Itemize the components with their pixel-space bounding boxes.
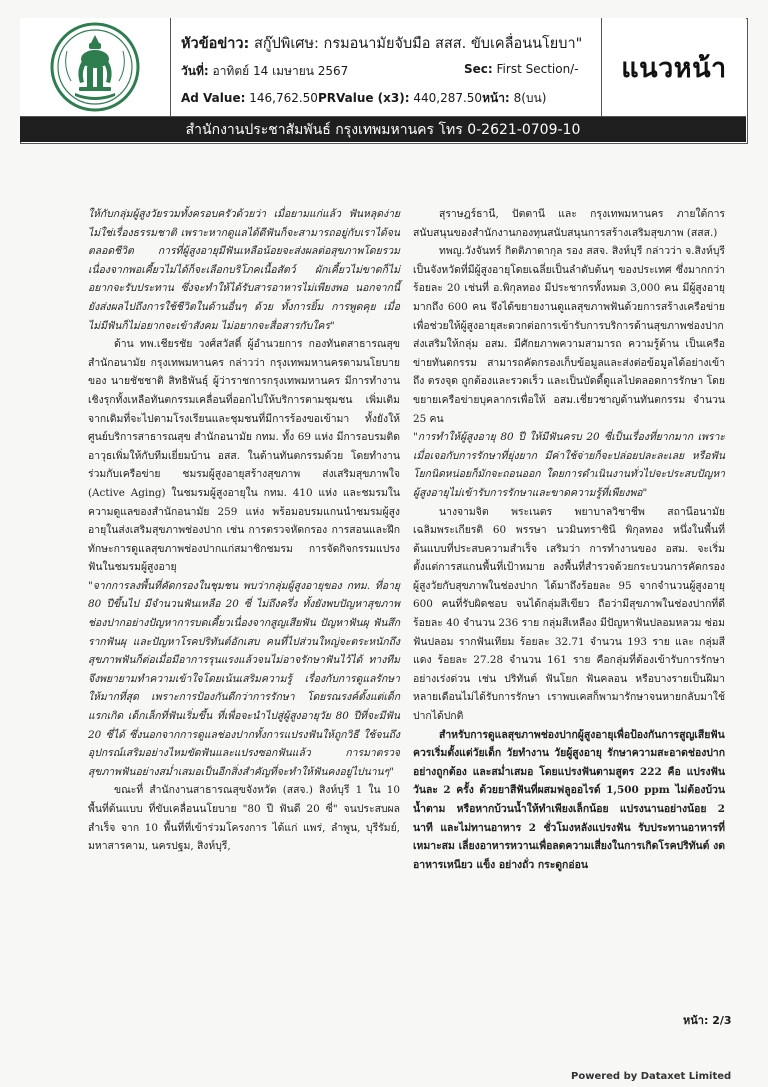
page-number-value: 2/3 xyxy=(712,1014,732,1027)
header-meta xyxy=(171,18,602,117)
article-paragraph: ให้กับกลุ่มผู้สูงวัยรวมทั้งครอบครัวด้วยว่า เมื่อยามแก่แล้ว ฟันหลุดง่ายไม่ใช่เรื่องธรรมชาติ เพราะหากดูแลได้ดีฟันก็จะสามารถอยู่กับเราได้จนตลอดชีวิต การที่ผู้สูงอายุมีฟันเหลือน้อยจะส่งผลต่อสุขภาพโดยรวม เนื่องจากพอเคี้ยวไม่ได้ก็จะเลือกบริโภคเนื้อสัตว์ ผักเคี้ยวไม่ขาดก็ไม่อยากจะรับประทาน ซึ่งจะทำให้ได้รับสารอาหารไม่เพียงพอ นอกจากนี้ยังส่งผลไปถึงการใช้ชีวิตในด้านอื่นๆ ด้วย ทั้งการยิ้ม การพูดคุย เมื่อไม่มีฟันก็ไม่อยากจะเข้าสังคม ไม่อยากจะสื่อสารกับใคร" xyxy=(88,208,400,332)
office-band xyxy=(20,117,746,142)
article-column-left xyxy=(88,205,400,856)
office-contact: สำนักงานประชาสัมพันธ์ กรุงเทพมหานคร โทร 0-2621-0709-10 xyxy=(185,121,581,138)
value-row xyxy=(181,89,546,108)
article-paragraph: "การทำให้ผู้สูงอายุ 80 ปี ให้มีฟันครบ 20 ซี่เป็นเรื่องที่ยากมาก เพราะเมื่อเจอกับการรักษาที่ยุ่งยาก มีค่าใช้จ่ายก็จะปล่อยปละละเลย หรือฟันโยกนิดหน่อยก็มักจะถอนออก ใดยการดำเนินงานทั่วไปจะประสบปัญหาผู้สูงอายุไม่เข้ารับการรักษาและขาดความรู้ที่เพียงพอ" xyxy=(413,431,725,499)
page-value: 8(บน) xyxy=(513,91,547,105)
page-number-label: หน้า: xyxy=(683,1014,709,1027)
page-number xyxy=(683,1011,732,1029)
article-paragraph: สุราษฎร์ธานี, ปัตตานี และ กรุงเทพมหานคร ภายใต้การสนับสนุนของสำนักงานกองทุนสนับสนุนการสร้างเสริมสุขภาพ (สสส.) xyxy=(413,208,725,239)
publication-name: แนวหน้า xyxy=(621,52,727,84)
article-column-right xyxy=(413,205,725,874)
article-paragraph: "จากการลงพื้นที่คัดกรองในชุมชน พบว่ากลุ่มผู้สูงอายุของ กทม. ที่อายุ 80 ปีขึ้นไป มีจำนวนฟันเหลือ 20 ซี่ ไม่ถึงครึ่ง ทั้งยังพบปัญหาสุขภาพช่องปากอย่างปัญหาการบดเคี้ยวเนื่องจากสูญเสียฟัน ปัญหาฟันผุ ฟันสึก รากฟันผุ และปัญหาโรคปริทันต์อักเสบ คนที่ไปส่วนใหญ่จะตระหนักถึงสุขภาพฟันก็ต่อเมื่อมีอาการรุนแรงแล้วจนไม่อาจรักษาฟันไว้ได้ ทางทีมจึงพยายามทำความเข้าใจโดยเน้นเสริมความรู้ เรื่องกับการดูแลรักษาให้มากที่สุด เพราะการป้องกันดีกว่าการรักษา โดยรณรงค์ตั้งแต่เด็กแรกเกิด เด็กเล็กที่ฟันเริ่มขึ้น ที่เพื่อจะนำไปสู่ผู้สูงอายุวัย 80 ปีที่จะมีฟัน 20 ซี่ได้ ซึ่งนอกจากการดูแลช่องปากทั้งการแปรงฟันให้ถูกวิธี ใช้จนถึงอุปกรณ์เสริมอย่างไหมขัดฟันและแปรงซอกฟันแล้ว การมาตรวจสุขภาพฟันอย่างสม่ำเสมอเป็นอีกสิ่งสำคัญที่จะทำให้ฟันคงอยู่ไปนานๆ" xyxy=(88,579,400,778)
section-value: First Section/- xyxy=(496,62,579,76)
ad-value: 146,762.50 xyxy=(249,91,318,105)
pr-value: 440,287.50 xyxy=(413,91,483,105)
date-label: วันที่: xyxy=(181,64,209,78)
article-paragraph: สำหรับการดูแลสุขภาพช่องปากผู้สูงอายุเพื่อป้องกันการสูญเสียฟัน ควรเริ่มตั้งแต่วัยเด็ก วัยทำงาน วัยผู้สูงอายุ รักษาความสะอาดช่องปากอย่างถูกต้อง และสม่ำเสมอ โดยแปรงฟันตามสูตร 222 คือ แปรงฟันวันละ 2 ครั้ง ด้วยยาสีฟันที่ผสมฟลูออไรด์ 1,500 ppm ไม่ต้องบ้วนน้ำตาม หรือหากบ้วนน้ำให้ทำเพียงเล็กน้อย แปรงนานอย่างน้อย 2 นาที และไม่ทานอาหาร 2 ชั่วโมงหลังแปรงฟัน รับประทานอาหารที่เหมาะสม เลี่ยงอาหารหวานเพื่อลดความเสี่ยงในการเกิดโรคปริทันต์ งดอาหารเหนียว แข็ง อย่างถั่ว กระดูกอ่อน xyxy=(413,728,725,871)
article-paragraph: ขณะที่ สำนักงานสาธารณสุขจังหวัด (สสจ.) สิงห์บุรี 1 ใน 10 พื้นที่ต้นแบบ ที่ขับเคลื่อนนโยบาย "80 ปี ฟันดี 20 ซี่" จนประสบผลสำเร็จ จาก 10 พื้นที่ที่เข้าร่วมโครงการ ได้แก่ แพร่, ลำพูน, บุรีรัมย์, มหาสารคาม, นครปฐม, สิงห์บุรี, xyxy=(88,784,400,853)
pr-value-label: PRValue (x3): xyxy=(317,91,410,105)
date-value: อาทิตย์ 14 เมษายน 2567 xyxy=(212,64,349,78)
bangkok-seal-logo xyxy=(49,21,141,113)
article-paragraph: ด้าน ทพ.เชียรชัย วงศ์สวัสดิ์ ผู้อำนวยการ กองทันตสาธารณสุข สำนักอนามัย กรุงเทพมหานคร กล่าวว่า กรุงเทพมหานครตามนโยบายของ นายชัชชาติ สิทธิพันธุ์ ผู้ว่าราชการกรุงเทพมหานคร มีการทำงานเชิงรุกทั้งเหลือทันตกรรมเคลื่อนที่ออกไปให้บริการตามชุมชน เพิ่มเติมจากเดิมที่จะไปตามโรงเรียนและชุมชนที่มีการร้องขอเข้ามา ทั้งยังให้ศูนย์บริการสาธารณสุข สำนักอนามัย กทม. ทั้ง 69 แห่ง มีการอบรมติดอาวุธเพิ่มให้กับทีมเยี่ยมบ้าน อสส. ในด้านทันตกรรมด้วย โดยทำงานร่วมกับเครือข่าย ชมรมผู้สูงอายุสร้างสุขภาพ ส่งเสริมสุขภาพใจ (Active Aging) ในชมรมผู้สูงอายุใน กทม. 410 แห่ง และชมรมในความดูแลของสำนักอนามัย 259 แห่ง พร้อมอบรมแกนนำชมรมผู้สูงอายุในส่งเสริมสุขภาพช่องปาก เช่น การตรวจหัดกรอง การสอนและฝึกทักษะการดูแลสุขภาพช่องปากแก่สมาชิกชมรม การจัดกิจกรรมแปรงฟันในชมรมผู้สูงอายุ xyxy=(88,338,400,574)
title-label: หัวข้อข่าว: xyxy=(181,36,250,52)
page-label: หน้า: xyxy=(482,91,510,105)
article-paragraph: นางจามจิต พระเนตร พยาบาลวิชาชีพ สถานีอนามัยเฉลิมพระเกียรติ 60 พรรษา นวมินทราชินี พิกุลทอง หนึ่งในพื้นที่ต้นแบบที่ประสบความสำเร็จ เสริมว่า การทำงานของ อสม. จะเริ่มตั้งแต่การสแกนพื้นที่เป้าหมาย ลงพื้นที่สำรวจด้วยกระบวนการคัดกรองผู้สูงวัยกับสุขภาพในช่องปาก ได้มาถึงร้อยละ 95 จากจำนวนผู้สูงอายุ 600 คนที่รับผิดชอบ จนได้กลุ่มสีเขียว ถือว่ามีสุขภาพในช่องปากที่ดี ร้อยละ 40 จำนวน 236 ราย กลุ่มสีเหลือง มีปัญหาฟันปลอมหลวม ซ่อมฟันปลอม รากฟันเทียม ร้อยละ 32.71 จำนวน 193 ราย และ กลุ่มสีแดง ร้อยละ 27.28 จำนวน 161 ราย คือกลุ่มที่ต้องเข้ารับการรักษาอย่างเร่งด่วน เช่น ปริทันต์ ฟันโยก ฟันคลอน หรือบางรายเป็นฝีมาหลายเดือนไม่ได้รับการรักษา เราพบเคสก็พามารักษาจนหายกลับมาใช้ปากได้ปกติ xyxy=(413,505,725,723)
powered-by: Powered by Dataxet Limited xyxy=(571,1071,732,1082)
article-paragraph: ทพญ.วังจันทร์ กิตติภาดากุล รอง สสจ. สิงห์บุรี กล่าวว่า จ.สิงห์บุรี เป็นจังหวัดที่มีผู้สูงอายุโดยเฉลี่ยเป็นลำดับต้นๆ ของประเทศ ซึ่งมากกว่าร้อยละ 20 เช่นที่ อ.พิกุลทอง มีประชากรทั้งหมด 3,000 คน มีผู้สูงอายุมากถึง 600 คน จึงได้ขยายงานดูแลสุขภาพฟันด้วยการสร้างเครือข่ายเพื่อช่วยให้ผู้สูงอายุสะดวกต่อการเข้ารับการบริการด้านสุขภาพช่องปาก ส่งเสริมให้กลุ่ม อสม. มีศักยภาพความสามารถ ความรู้ด้าน เป็นเครือข่ายทันตกรรม สามารถคัดกรองเก็บข้อมูลและส่งต่อข้อมูลได้อย่างเข้าถึง ตรงจุด ถูกต้องและรวดเร็ว และเป็นบัดดี้ดูแลไปตลอดการรักษา โดยขยายเครือข่ายบุคลากรเพื่อให้ อสม.เชี่ยวชาญด้านทันตกรรม จำนวน 25 คน xyxy=(413,245,725,425)
section-label: Sec: xyxy=(464,62,493,76)
news-title: สกู๊ปพิเศษ: กรมอนามัยจับมือ สสส. ขับเคลื่อนนโยบา" xyxy=(253,36,583,52)
logo-cell xyxy=(20,18,171,117)
ad-value-label: Ad Value: xyxy=(181,91,246,105)
publication-tag-cell xyxy=(602,18,746,117)
section-row xyxy=(464,62,579,76)
date-row xyxy=(181,62,348,81)
news-title-row xyxy=(181,32,582,55)
